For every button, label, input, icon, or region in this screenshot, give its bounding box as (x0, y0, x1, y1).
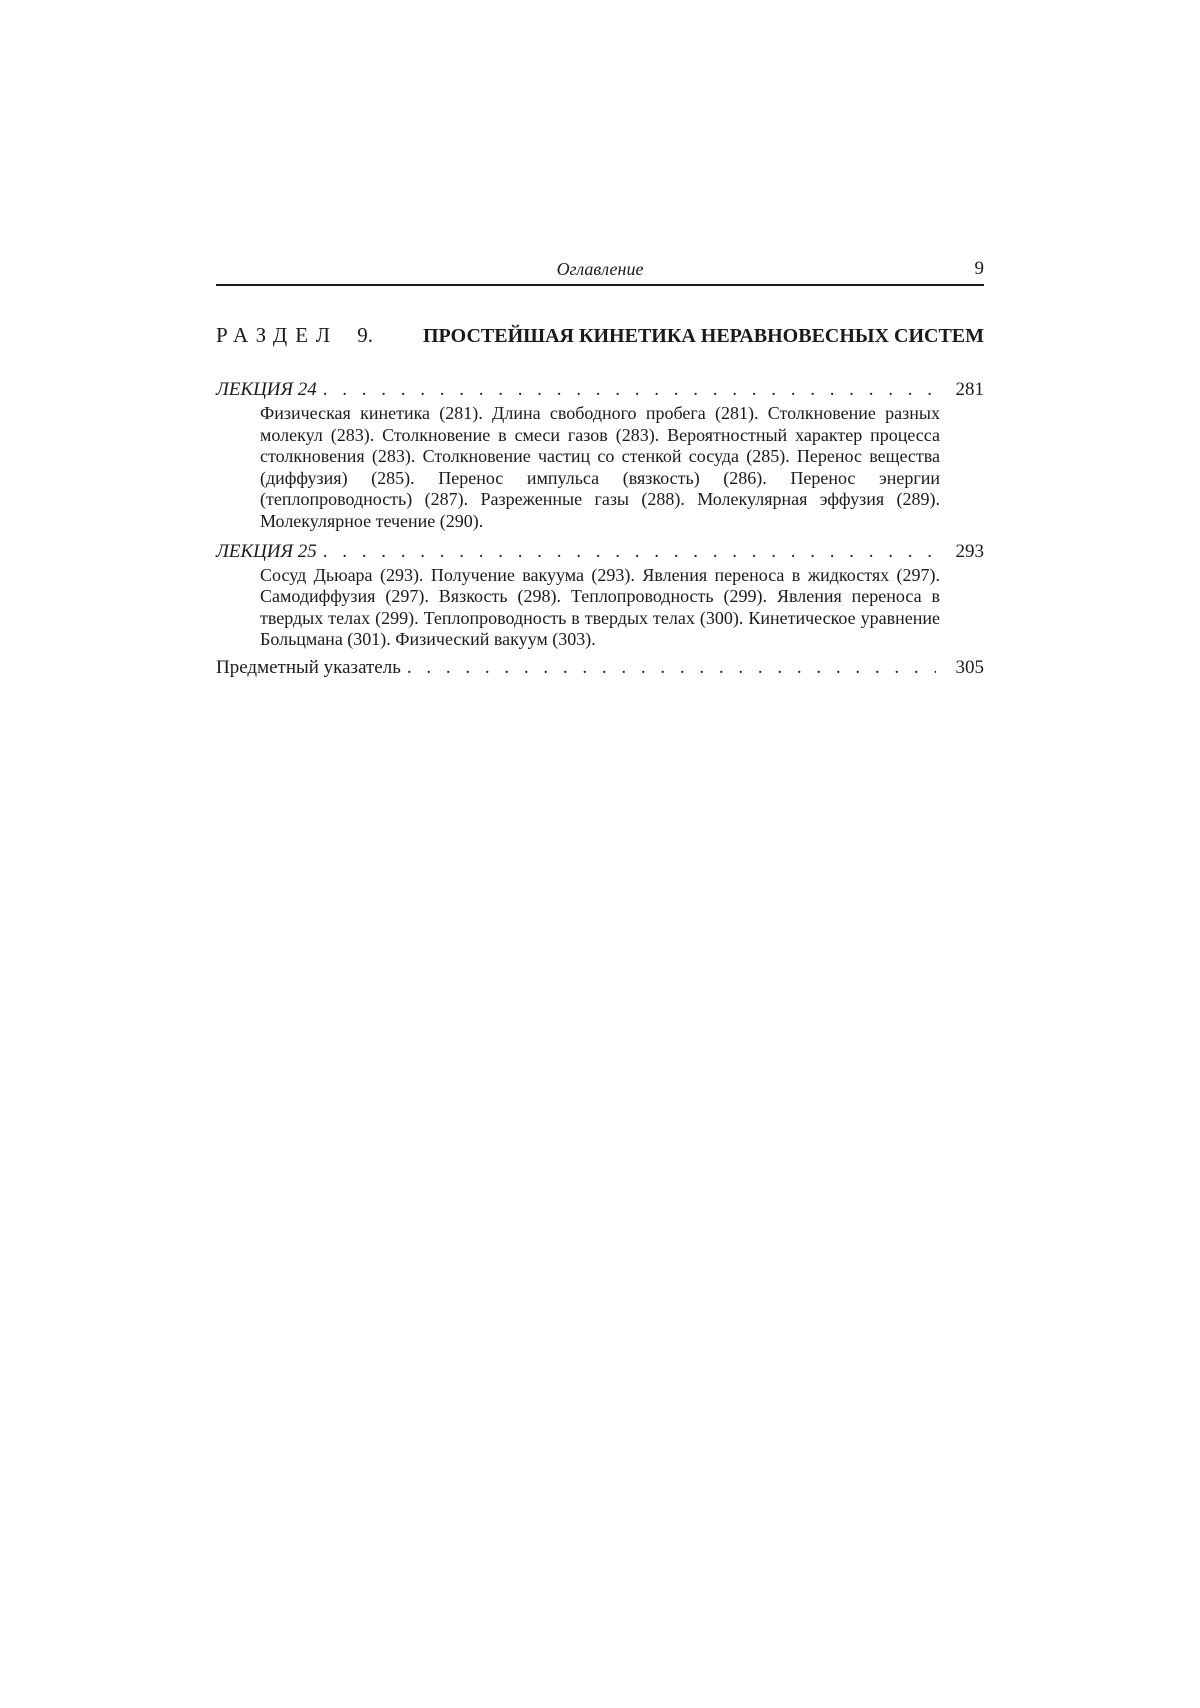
running-header (216, 258, 984, 286)
toc-entry-index (216, 657, 984, 679)
lecture-title: ЛЕКЦИЯ 24 (216, 379, 317, 400)
dot-leader (323, 379, 936, 401)
toc-entry-lecture-25 (216, 541, 984, 651)
toc-line[interactable] (216, 541, 984, 563)
lecture-page: 281 (955, 379, 984, 400)
lecture-page: 293 (955, 540, 984, 562)
lecture-title: ЛЕКЦИЯ 25 (216, 540, 317, 562)
toc-line[interactable] (216, 379, 984, 401)
toc-line[interactable] (216, 657, 984, 679)
index-title: Предметный указатель (216, 656, 401, 678)
section-number: 9. (357, 323, 373, 347)
page-number: 9 (974, 258, 984, 279)
document-page (216, 258, 984, 679)
index-page: 305 (955, 656, 984, 678)
section-label: РАЗДЕЛ (216, 323, 338, 347)
lecture-topics: Физическая кинетика (281). Длина свободного пробега (281). Столкновение разных молекул (283). Столкновение в смеси газов (283). Вероятностный характер процесса столкновения (283). Столкновение частиц со стенкой сосуда (285). Перенос вещества (диффузия) (285). Перенос импульса (вязкость) (286). Перенос энергии (теплопроводность) (287). Разреженные газы (288). Молекулярная эффузия (289). Молекулярное течение (290). (260, 403, 940, 531)
section-heading (216, 322, 984, 349)
toc-entry-lecture-24 (216, 379, 984, 533)
table-of-contents (216, 379, 984, 679)
lecture-topics: Сосуд Дьюара (293). Получение вакуума (293). Явления переноса в жидкостях (297). Самодиффузия (297). Вязкость (298). Теплопроводность (299). Явления переноса в твердых телах (299). Теплопроводность в твердых телах (300). Кинетическое уравнение Больцмана (301). Физический вакуум (303). (260, 564, 940, 650)
dot-leader (407, 657, 936, 679)
dot-leader (323, 541, 936, 563)
running-title: Оглавление (556, 259, 644, 279)
section-label-group (216, 322, 373, 348)
section-title: ПРОСТЕЙШАЯ КИНЕТИКА НЕРАВНОВЕСНЫХ СИСТЕМ (423, 325, 984, 347)
